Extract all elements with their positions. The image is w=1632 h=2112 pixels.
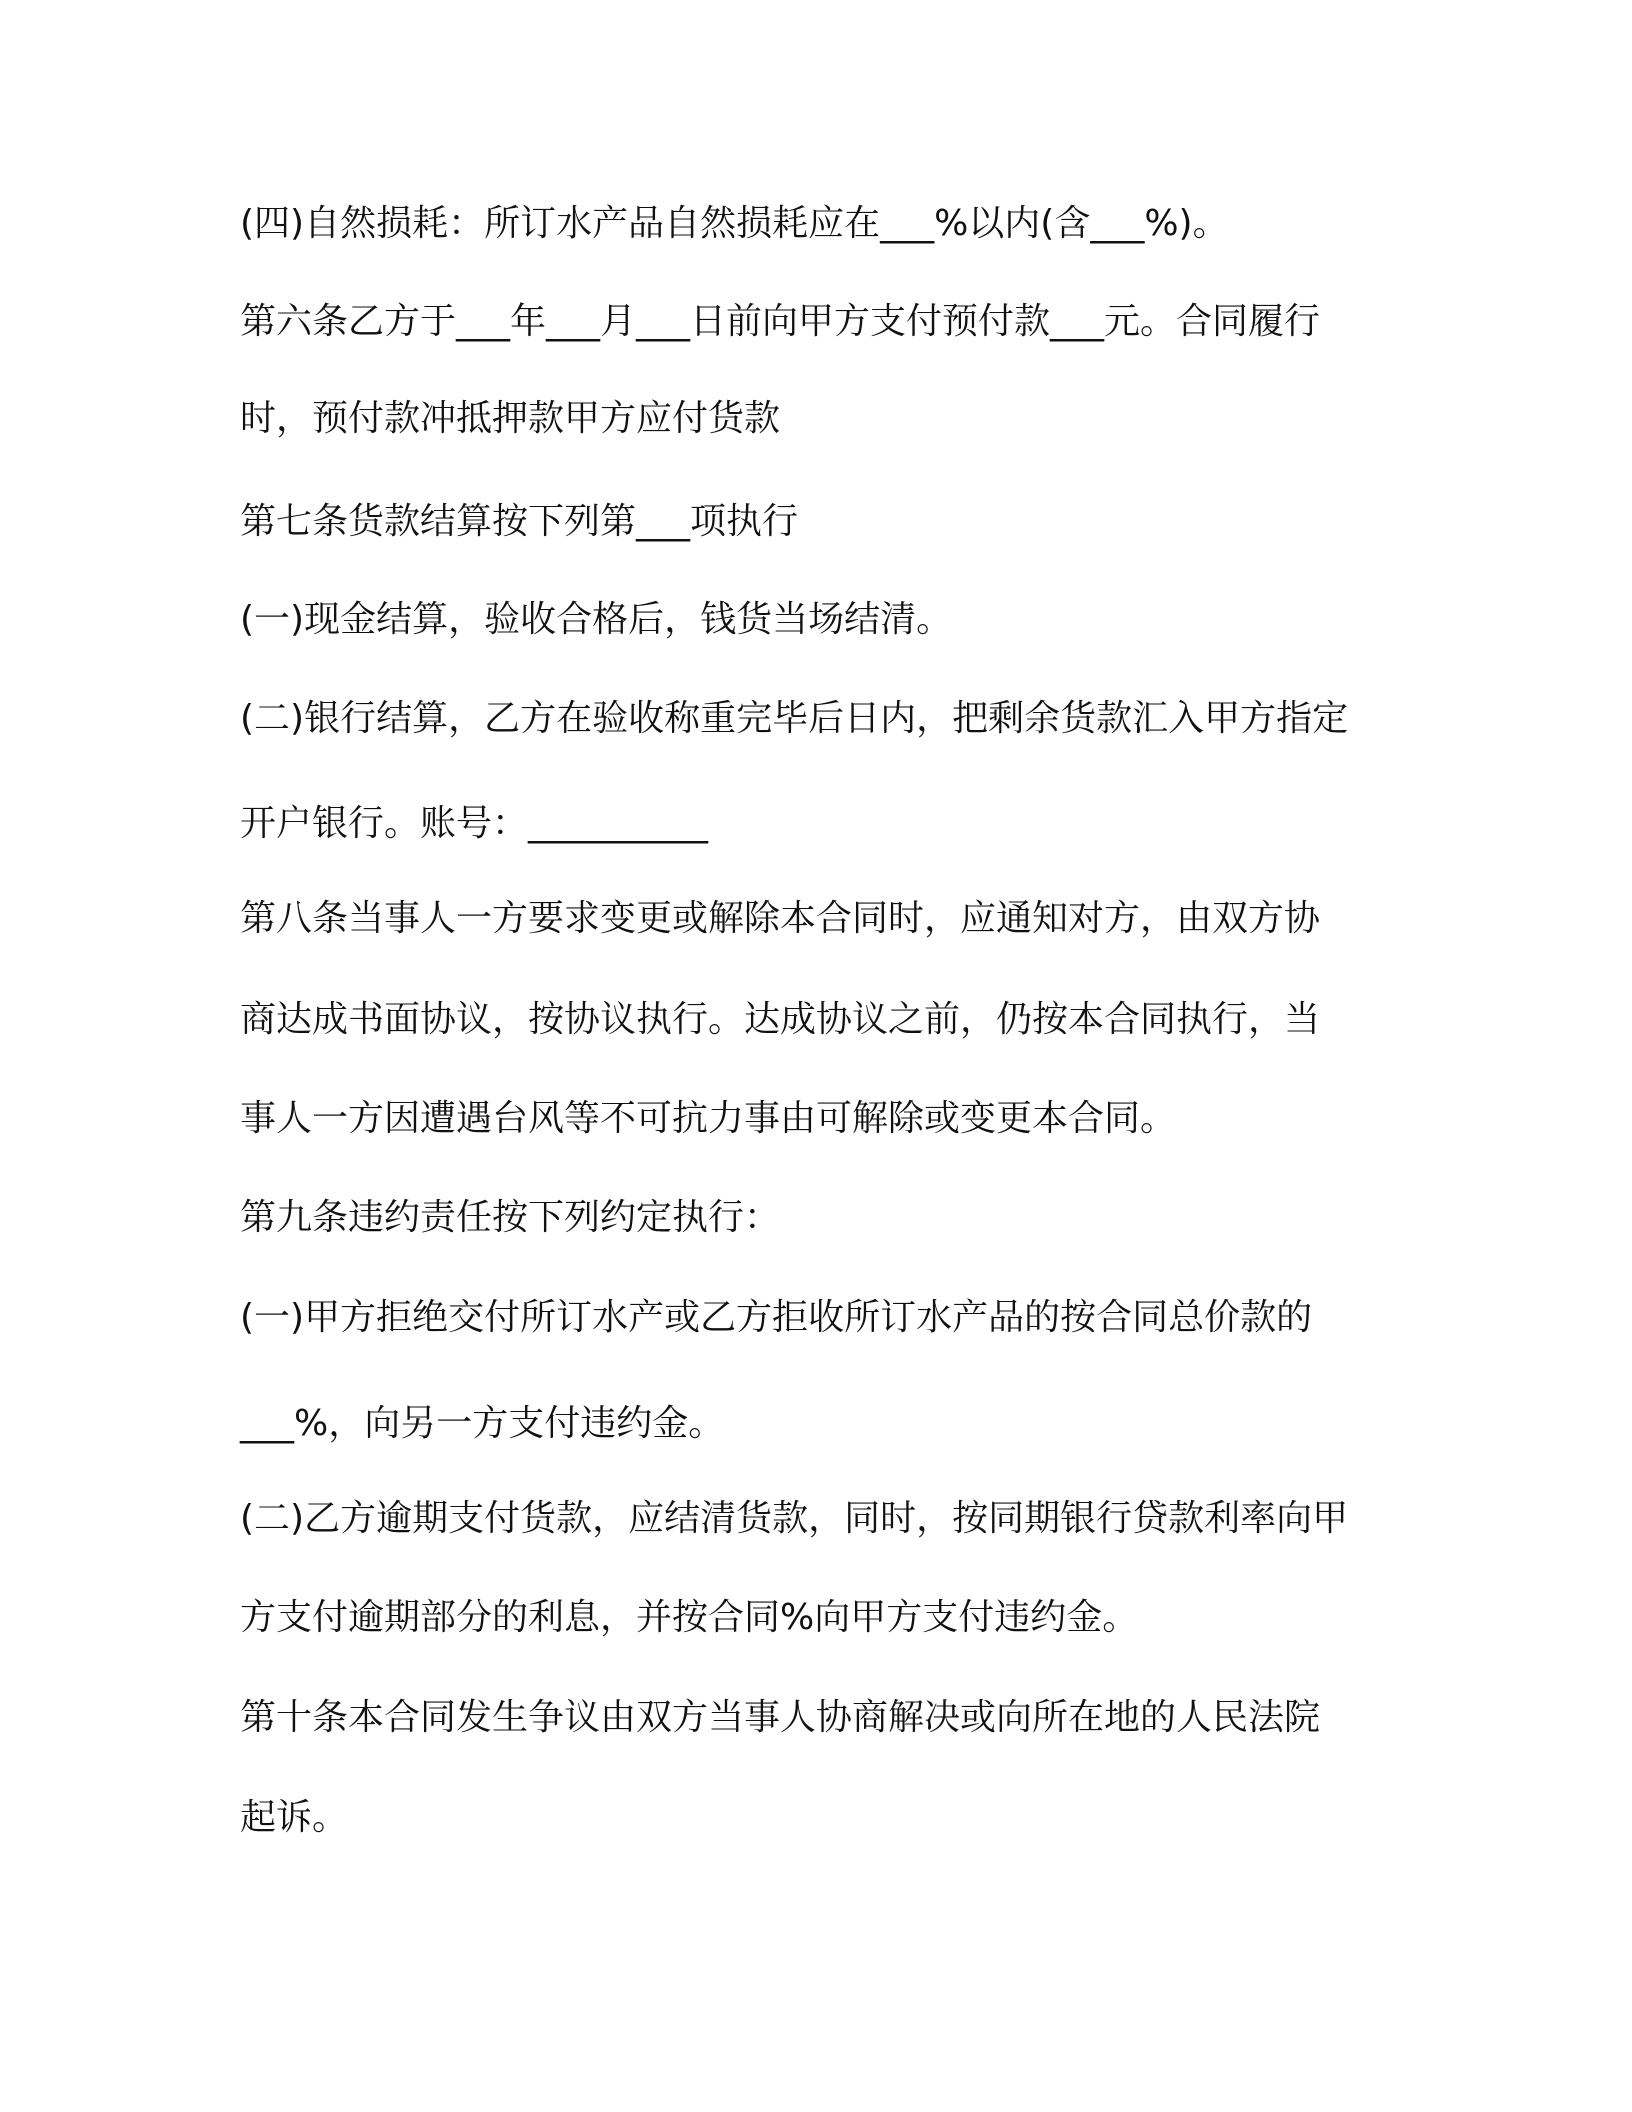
article-7-item-2-line-2: 开户银行。账号：__________ [240,803,709,844]
article-7-item-1: (一)现金结算，验收合格后，钱货当场结清。 [240,599,953,640]
article-9-item-2-line-1: (二)乙方逾期支付货款，应结清货款，同时，按同期银行贷款利率向甲 [240,1498,1349,1539]
article-8-line-3: 事人一方因遭遇台风等不可抗力事由可解除或变更本合同。 [240,1098,1177,1139]
article-9-item-2-line-2: 方支付逾期部分的利息，并按合同%向甲方支付违约金。 [240,1597,1139,1638]
article-9-item-1-line-1: (一)甲方拒绝交付所订水产或乙方拒收所订水产品的按合同总价款的 [240,1297,1313,1338]
article-6-line-1: 第六条乙方于___年___月___日前向甲方支付预付款___元。合同履行 [240,301,1321,342]
article-9-item-1-line-2: ___%，向另一方支付违约金。 [240,1403,725,1444]
article-10-line-2: 起诉。 [240,1797,349,1838]
article-7-heading: 第七条货款结算按下列第___项执行 [240,501,799,542]
clause-4-natural-loss: (四)自然损耗：所订水产品自然损耗应在___%以内(含___%)。 [240,203,1229,244]
article-6-line-2: 时，预付款冲抵押款甲方应付货款 [240,398,781,439]
article-9-heading: 第九条违约责任按下列约定执行： [240,1197,781,1238]
article-10-line-1: 第十条本合同发生争议由双方当事人协商解决或向所在地的人民法院 [240,1697,1321,1738]
article-7-item-2-line-1: (二)银行结算，乙方在验收称重完毕后日内，把剩余货款汇入甲方指定 [240,698,1349,739]
article-8-line-1: 第八条当事人一方要求变更或解除本合同时，应通知对方，由双方协 [240,898,1321,939]
article-8-line-2: 商达成书面协议，按协议执行。达成协议之前，仍按本合同执行，当 [240,999,1321,1040]
